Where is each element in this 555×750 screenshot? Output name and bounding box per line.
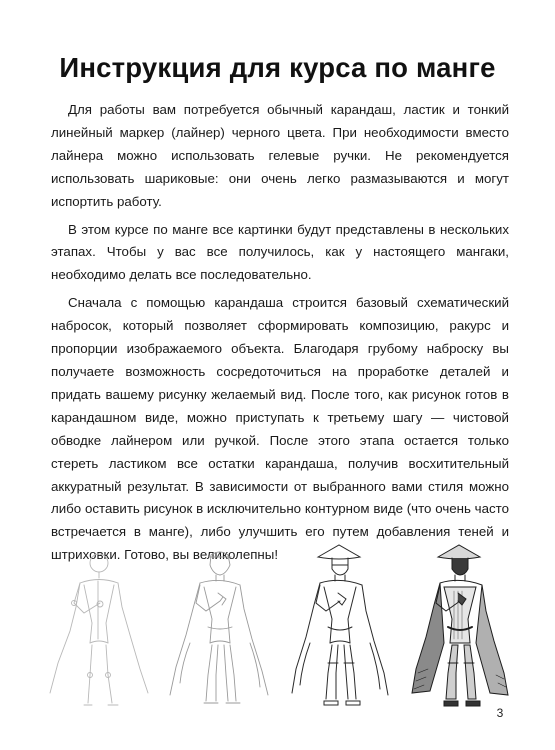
shaded-figure: [400, 543, 518, 715]
inked-figure: [280, 543, 398, 715]
pencil-figure: [160, 543, 278, 715]
paragraph-process: Сначала с помощью карандаша строится базовый схематический набросок, который позволяет сформировать композицию, ракурс и пропорции изображаемого объекта. Благодаря грубому наброску вы получаете возможность сосредоточиться на проработке деталей и придать вашему рисунку желаемый вид. После того, как рисунок готов в карандашном виде, можно приступать к третьему шагу — чистовой обводке лайнером или ручкой. После этого этапа остается только стереть ластиком все остатки карандаша, получив восхитительный аккуратный результат. В зависимости от выбранного вами стиля можно либо оставить рисунок в исключительно контурном виде (что очень часто встречается в манге), либо улучшить его путем добавления теней и штриховки. Готово, вы великолепны!: [51, 295, 509, 563]
paragraph-materials: Для работы вам потребуется обычный карандаш, ластик и тонкий линейный маркер (лайнер) черного цвета. При необходимости вместо лайнера можно использовать гелевые ручки. Не рекомендуется использовать шариковые: они очень легко размазываются и могут испортить работу.: [51, 102, 509, 209]
rough-sketch-figure: [40, 543, 158, 715]
page-number: 3: [496, 706, 504, 720]
page-title: Инструкция для курса по манге: [59, 52, 496, 83]
stage-illustrations: [40, 543, 520, 715]
instruction-text: [51, 99, 509, 572]
paragraph-stages: В этом курсе по манге все картинки будут представлены в нескольких этапах. Чтобы у вас все получилось, как у настоящего мангаки, необходимо делать все последовательно.: [51, 221, 509, 283]
